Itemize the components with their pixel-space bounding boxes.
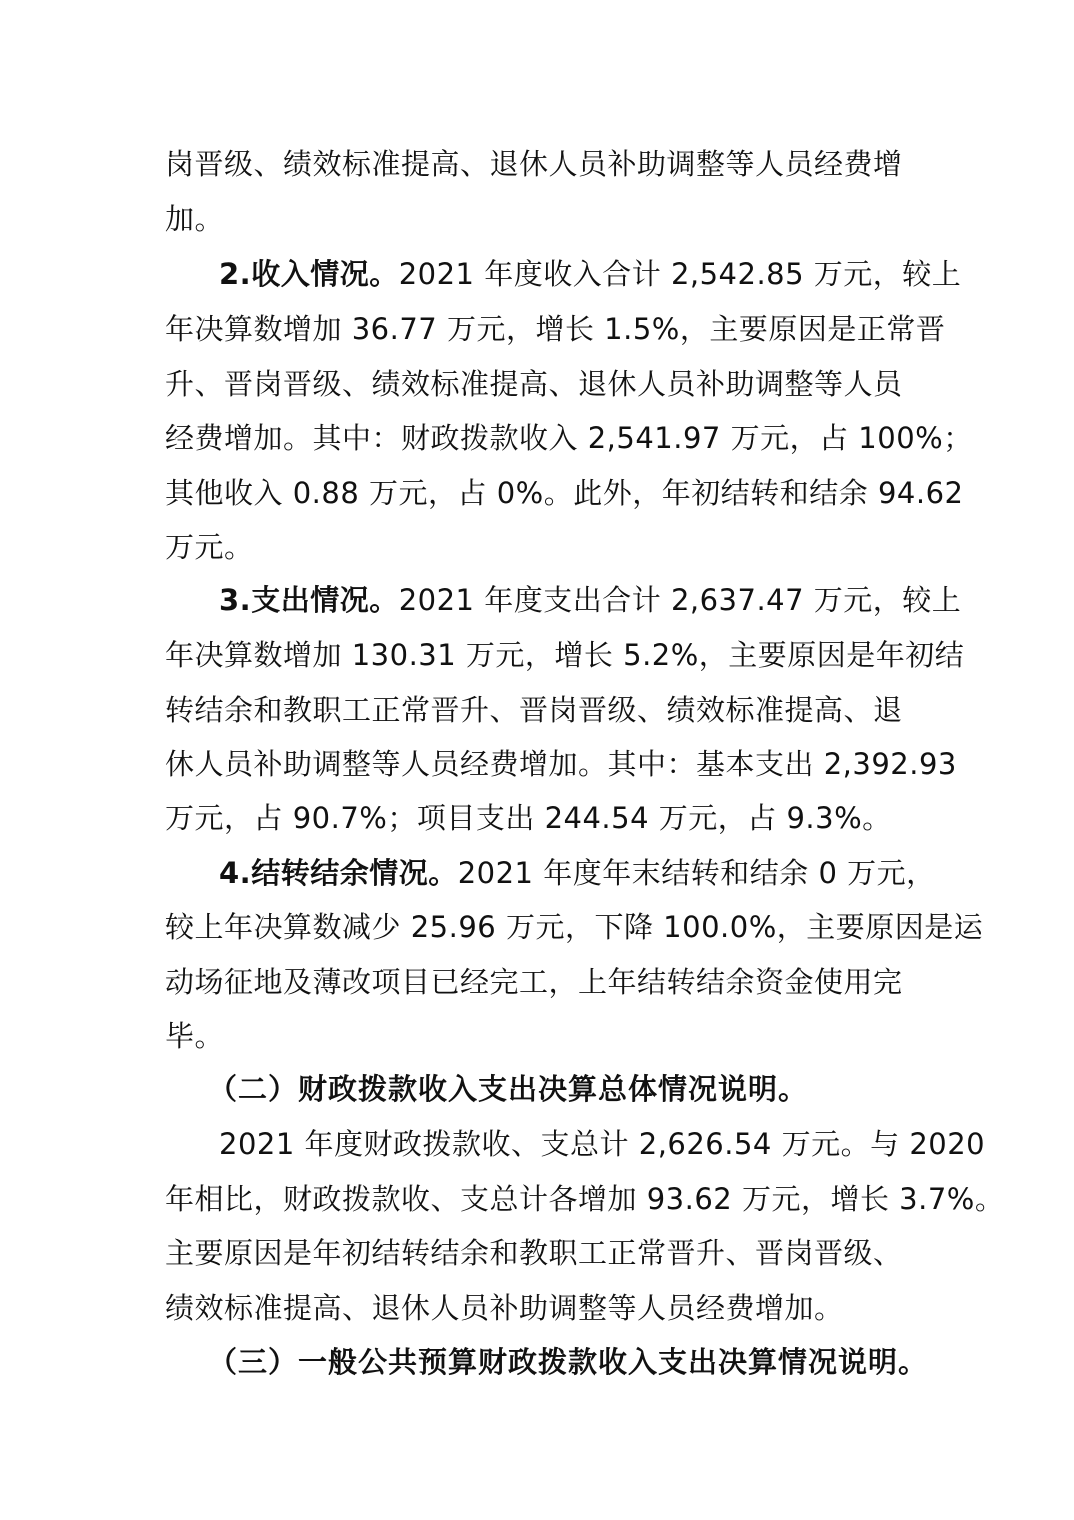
paragraph-line: 绩效标准提高、退休人员补助调整等人员经费增加。 [165, 1291, 844, 1325]
paragraph-line: 转结余和教职工正常晋升、晋岗晋级、绩效标准提高、退 [165, 693, 903, 727]
paragraph-line: 经费增加。其中：财政拨款收入 2,541.97 万元，占 100%； [165, 421, 973, 455]
paragraph-line: 休人员补助调整等人员经费增加。其中：基本支出 2,392.93 [165, 747, 957, 781]
expenditure-section [219, 580, 961, 620]
paragraph-text: 2021 年度收入合计 2,542.85 万元，较上 [398, 257, 962, 291]
paragraph-text: 2021 年度年末结转和结余 0 万元， [457, 856, 936, 890]
paragraph-line: 岗晋级、绩效标准提高、退休人员补助调整等人员经费增 [165, 147, 903, 181]
paragraph-line: 动场征地及薄改项目已经完工，上年结转结余资金使用完 [165, 965, 903, 999]
paragraph-line: 年决算数增加 36.77 万元，增长 1.5%，主要原因是正常晋 [165, 312, 946, 346]
section-heading-2: （二）财政拨款收入支出决算总体情况说明。 [208, 1072, 809, 1106]
section-heading-3: （三）一般公共预算财政拨款收入支出决算情况说明。 [208, 1345, 929, 1379]
section-heading-expenditure: 3.支出情况。 [219, 583, 399, 617]
carryover-section [219, 853, 936, 893]
paragraph-line: 年决算数增加 130.31 万元，增长 5.2%，主要原因是年初结 [165, 638, 965, 672]
paragraph-line: 升、晋岗晋级、绩效标准提高、退休人员补助调整等人员 [165, 367, 903, 401]
paragraph-line: 年相比，财政拨款收、支总计各增加 93.62 万元，增长 3.7%。 [165, 1182, 1005, 1216]
paragraph-line: 万元，占 90.7%；项目支出 244.54 万元，占 9.3%。 [165, 801, 892, 835]
paragraph-line: 主要原因是年初结转结余和教职工正常晋升、晋岗晋级、 [165, 1236, 903, 1270]
paragraph-text: 2021 年度支出合计 2,637.47 万元，较上 [398, 583, 962, 617]
paragraph-line: 毕。 [165, 1019, 225, 1053]
paragraph-line: 2021 年度财政拨款收、支总计 2,626.54 万元。与 2020 [219, 1127, 986, 1161]
paragraph-line: 万元。 [165, 530, 254, 564]
section-heading-income: 2.收入情况。 [219, 257, 399, 291]
section-heading-carryover: 4.结转结余情况。 [219, 856, 458, 890]
income-section [219, 254, 961, 294]
paragraph-line: 加。 [165, 202, 225, 236]
paragraph-line: 其他收入 0.88 万元，占 0%。此外，年初结转和结余 94.62 [165, 476, 964, 510]
paragraph-line: 较上年决算数减少 25.96 万元，下降 100.0%，主要原因是运 [165, 910, 984, 944]
